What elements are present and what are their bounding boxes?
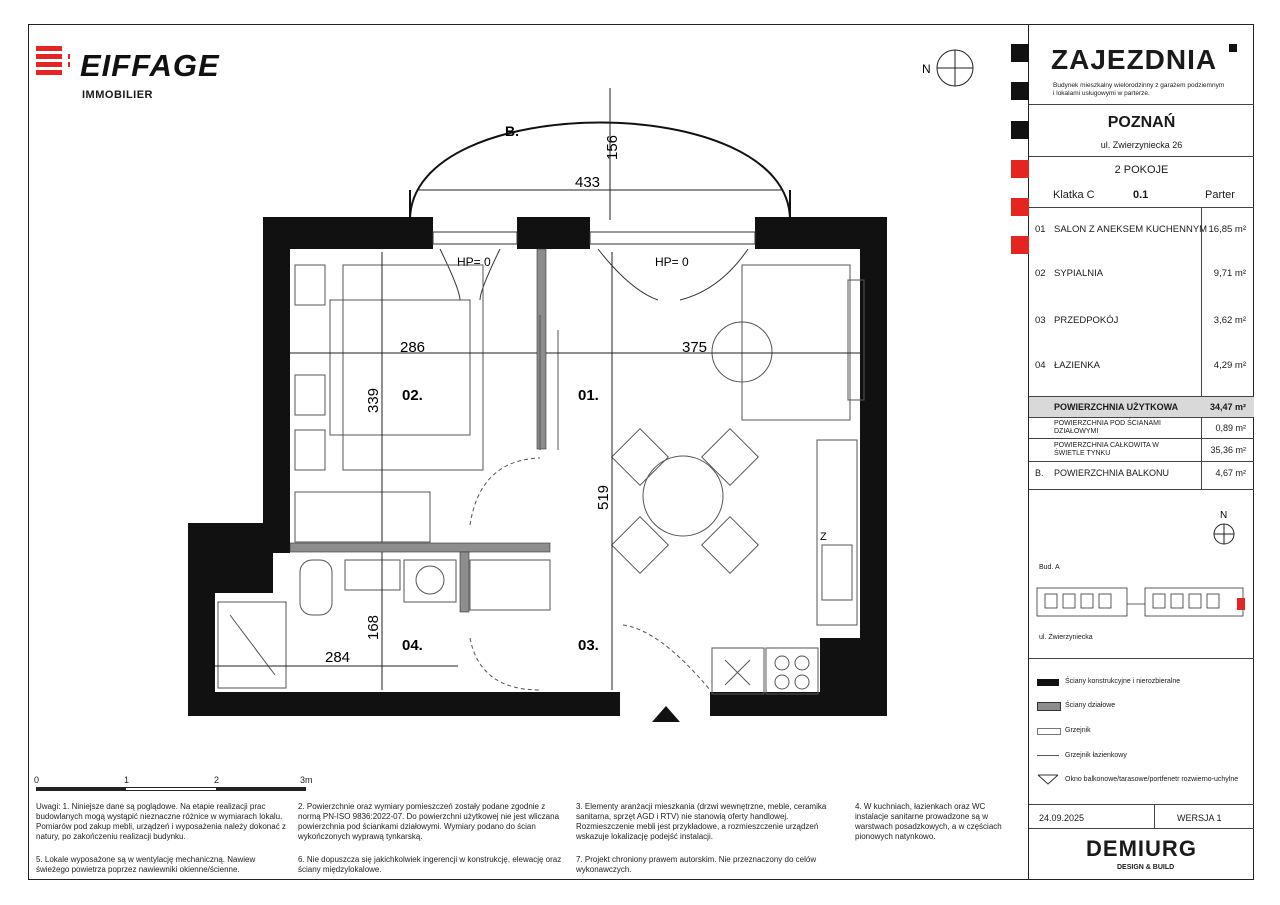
rooms-count: 2 POKOJE (1114, 164, 1169, 176)
doors (470, 458, 710, 690)
scale-bar (36, 775, 316, 795)
key-plan-street: ul. Zwierzyniecka (1039, 634, 1093, 641)
room-label-02: 02. (402, 387, 423, 404)
eiffage-logo-mark (36, 44, 72, 80)
dim-balcony-width: 433 (575, 174, 601, 191)
scale-label-3: 3m (300, 775, 313, 785)
dim-bathroom-width: 284 (325, 649, 351, 666)
fridge-mark: Z (820, 531, 827, 543)
project-desc-1: Budynek mieszkalny wielorodzinny z garażem podziemnym (1053, 82, 1225, 89)
partition-walls (290, 249, 550, 612)
note-6: 6. Nie dopuszcza się jakichkolwiek ingerencji w konstrukcję, elewację oraz ściany międzylokalowe. (298, 855, 562, 874)
project-street: ul. Zwierzyniecka 26 (1100, 140, 1183, 150)
demiurg-sub: DESIGN & BUILD (1117, 864, 1175, 871)
note-2: 2. Powierzchnie oraz wymiary pomieszczeń zostały podane zgodnie z normą PN-ISO 9836:2022-07. Do powierzchni użytkowej nie jest wliczana powierzchnia pod ściankami działowymi. Wymiary podano do ścian wykończonych wyprawą tynkarską. (298, 802, 560, 841)
info-sidebar: ZAJEZDNIA Budynek mieszkalny wielorodzinny z garażem podziemnym i lokalami usługowymi w parterze. POZNAŃ ul. Zwierzyniecka 26 2 POKOJE Klatka C 0.1 Parter 01 SALON Z ANEKSEM KUCHENNYM 16,85 m² 02 SYPIALNIA 9,71 m² 03 PRZEDPOKÓJ 3,62 m² 04 ŁAZIENKA 4,29 m² POWIERZCHNIA UŻYTKOWA 34,47 m² POWIERZCHNIA POD ŚCIANAMI DZIAŁOWYMI 0,89 m² POWIERZCHNIA CAŁKOWITA W ŚWIETLE TYNKU 35,36 m² B. POWIERZCHNIA BALKONU 4,67 m² N Bud. A ul. Zwierzyniecka Ściany konstrukcyjne i nierozbieralne Ściany działowe Grzejnik Grzejnik łazienkowy Okno balkonowe/tarasowe/portfenetr rozwierno-uchylne 24.09.2025 WERSJA 1 DEMIURG DESIGN & BUILD (1028, 24, 1254, 880)
svg-text:N: N (1220, 510, 1228, 521)
scale-label-2: 2 (214, 775, 220, 785)
walls-area-label: POWIERZCHNIA POD ŚCIANAMI DZIAŁOWYMI (1054, 420, 1161, 435)
room-label-03: 03. (578, 637, 599, 654)
dim-balcony-depth: 156 (604, 134, 621, 160)
scale-label-0: 0 (34, 775, 40, 785)
note-7: 7. Projekt chroniony prawem autorskim. Nie przeznaczony do celów wykonawczych. (576, 855, 817, 874)
note-1: Uwagi: 1. Niniejsze dane są poglądowe. Na etapie realizacji prac budowlanych mogą wystąpić nieznaczne różnice w wymiarach lokalu. Pomiarów pod zakup mebli, urządzeń i wyposażenia należy dokonać z natury, po zakończeniu realizacji budynku. (36, 802, 286, 841)
total-area-value: 35,36 m² (1210, 445, 1246, 455)
floor-plan (180, 30, 1020, 790)
footer-date: 24.09.2025 (1039, 813, 1085, 823)
bedroom-furniture (295, 265, 483, 542)
brand-sub: IMMOBILIER (82, 89, 153, 101)
key-plan-bud-label: Bud. A (1039, 564, 1060, 571)
compass-icon (1209, 508, 1239, 548)
dim-bedroom-width: 286 (400, 339, 426, 356)
hp-label-living: HP= 0 (655, 255, 689, 269)
living-furniture (540, 265, 864, 694)
entrance-marker (652, 706, 680, 722)
usable-area-row: POWIERZCHNIA UŻYTKOWA 34,47 m² (1029, 396, 1254, 418)
north-arrow-icon (937, 50, 973, 86)
note-3: 3. Elementy aranżacji mieszkania (drzwi wewnętrzne, meble, ceramika sanitarna, sprzęt AGD i RTV) nie stanowią oferty handlowej. Rozmieszczenie mebli jest przykładowe, a rozmieszczenie urządzeń wskazuje lokalizację podejść instalacji. (576, 802, 827, 841)
project-title-mark (1229, 44, 1237, 52)
note-4: 4. W kuchniach, łazienkach oraz WC instalacje sanitarne prowadzone są w warstwach posadzkowych, a w częściach pionowych natynkowo. (855, 802, 1002, 841)
brand-name: EIFFAGE (80, 48, 220, 83)
dim-living-depth: 519 (595, 484, 612, 510)
balcony-outline (410, 123, 790, 221)
demiurg-logo: DEMIURG (1086, 836, 1197, 861)
hp-label-bedroom: HP= 0 (457, 255, 491, 269)
floor-label: Parter (1205, 189, 1235, 201)
total-area-label: POWIERZCHNIA CAŁKOWITA W ŚWIETLE TYNKU (1054, 442, 1159, 457)
project-desc-2: i lokalami usługowymi w parterze. (1053, 90, 1150, 97)
walls-area-value: 0,89 m² (1215, 423, 1246, 433)
dim-bathroom-depth: 168 (365, 614, 382, 640)
stair-label: Klatka C (1053, 189, 1095, 201)
note-5: 5. Lokale wyposażone są w wentylację mechaniczną. Nawiew świeżego powietrza poprzez nawiewniki okienne/ścienne. (36, 855, 256, 874)
footer-version: WERSJA 1 (1177, 813, 1222, 823)
dim-living-width: 375 (682, 339, 708, 356)
dim-bedroom-depth: 339 (365, 387, 382, 413)
project-city: POZNAŃ (1107, 114, 1176, 131)
key-plan (1035, 564, 1249, 644)
balcony-label: B. (505, 123, 519, 139)
room-label-01: 01. (578, 387, 599, 404)
room-label-04: 04. (402, 637, 423, 654)
scale-label-1: 1 (124, 775, 130, 785)
north-label: N (922, 62, 931, 76)
project-title: ZAJEZDNIA (1051, 44, 1218, 75)
unit-number: 0.1 (1133, 189, 1149, 201)
